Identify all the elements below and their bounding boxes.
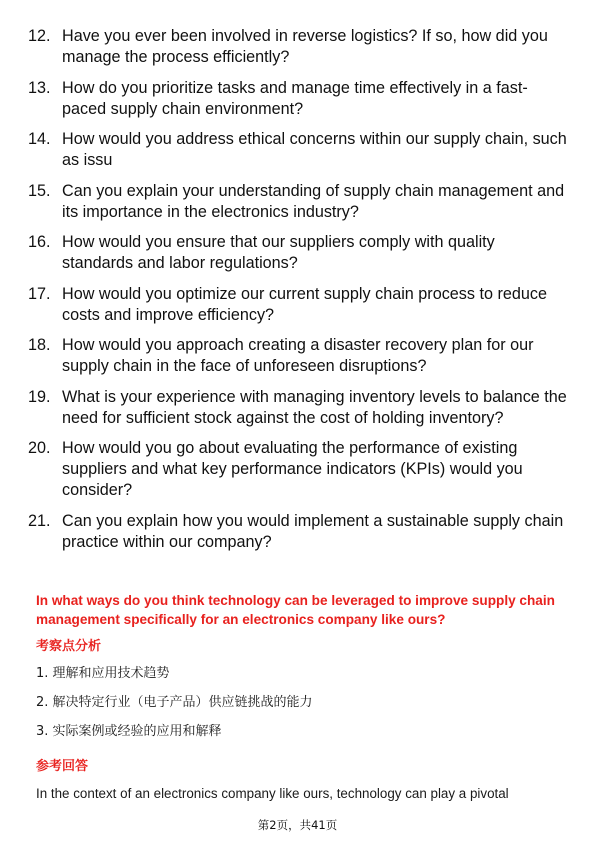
question-number: 21. — [28, 511, 51, 530]
question-list — [28, 26, 568, 562]
question-text: Have you ever been involved in reverse logistics? If so, how did you manage the process efficiently? — [62, 27, 548, 66]
question-number: 19. — [28, 387, 51, 406]
question-text: How do you prioritize tasks and manage time effectively in a fast-paced supply chain environment? — [62, 78, 528, 118]
question-text: Can you explain your understanding of supply chain management and its importance in the electronics industry? — [62, 181, 565, 221]
question-item — [28, 284, 568, 326]
question-item — [28, 335, 568, 377]
analysis-point: 2. 解决特定行业（电子产品）供应链挑战的能力 — [36, 695, 313, 710]
question-number: 16. — [28, 233, 51, 251]
reference-title: 参考回答 — [36, 759, 89, 774]
analysis-title: 考察点分析 — [36, 639, 102, 654]
page-footer: 第2页，共41页 — [257, 818, 338, 832]
question-item — [28, 438, 568, 501]
question-number: 12. — [28, 27, 51, 45]
question-text: How would you approach creating a disaster recovery plan for our supply chain in the face of unforeseen disruptions? — [62, 336, 534, 375]
analysis-point: 3. 实际案例或经验的应用和解释 — [36, 724, 222, 739]
question-number: 18. — [28, 336, 51, 354]
question-text: How would you ensure that our suppliers comply with quality standards and labor regulations? — [62, 233, 495, 272]
question-number: 13. — [28, 78, 51, 97]
question-number: 20. — [28, 439, 51, 457]
question-text: How would you optimize our current supply chain process to reduce costs and improve efficiency? — [62, 284, 547, 324]
question-text: How would you go about evaluating the performance of existing suppliers and what key performance indicators (KPIs) would you consider? — [62, 439, 523, 499]
question-item — [28, 232, 568, 274]
question-item — [28, 78, 568, 120]
question-item — [28, 26, 568, 68]
question-number: 15. — [28, 181, 51, 200]
question-item — [28, 181, 568, 223]
highlighted-question: In what ways do you think technology can be leveraged to improve supply chain management specifically for an electronics company like ours? — [36, 593, 555, 627]
analysis-point: 1. 理解和应用技术趋势 — [36, 666, 170, 681]
question-text: What is your experience with managing inventory levels to balance the need for sufficient stock against the cost of holding inventory? — [62, 387, 567, 427]
question-text: Can you explain how you would implement a sustainable supply chain practice within our company? — [62, 511, 564, 551]
question-number: 14. — [28, 130, 51, 148]
question-item — [28, 387, 568, 429]
reference-answer: In the context of an electronics company like ours, technology can play a pivotal — [36, 786, 509, 801]
question-text: How would you address ethical concerns within our supply chain, such as issu — [62, 130, 567, 169]
question-item — [28, 511, 568, 553]
question-item — [28, 129, 568, 171]
question-number: 17. — [28, 284, 51, 303]
